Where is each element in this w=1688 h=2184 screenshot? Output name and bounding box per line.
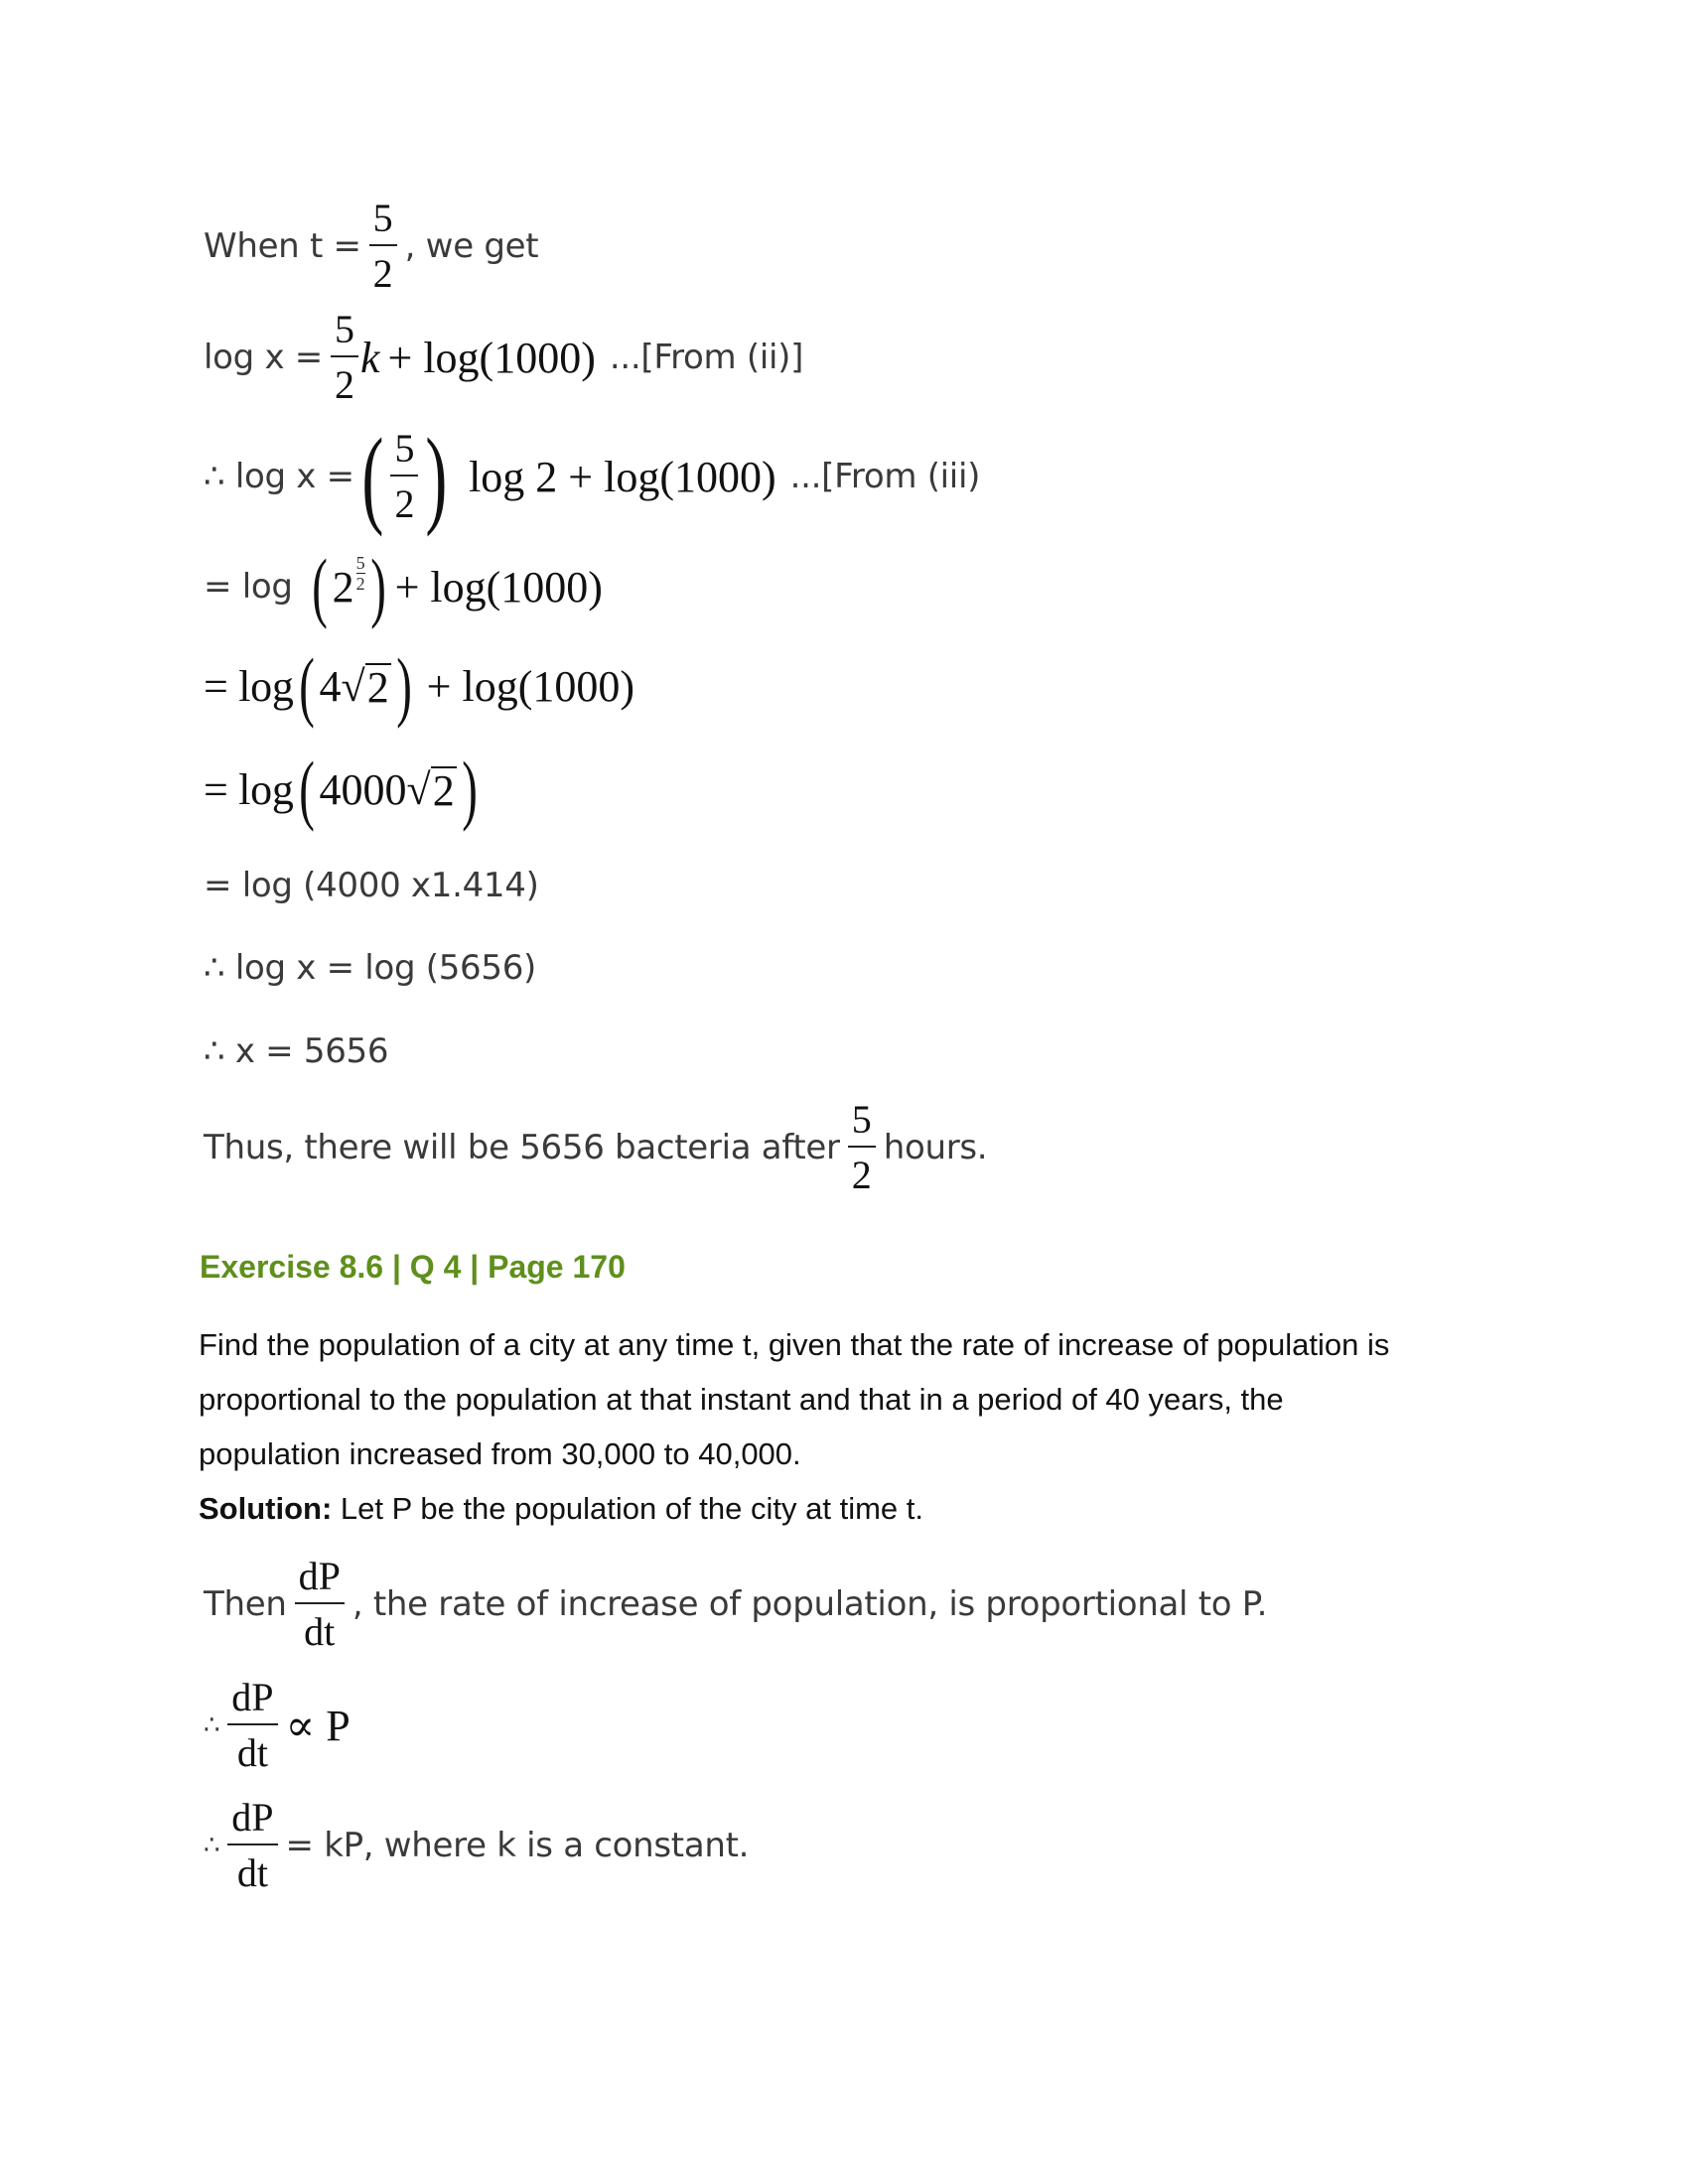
therefore-symbol: ∴	[204, 1831, 220, 1860]
reference-note: ...[From (ii)]	[609, 338, 804, 377]
solution-label: Solution:	[199, 1491, 333, 1526]
text: = log	[204, 567, 293, 607]
equation-line-log-4-root-2: = log ( 4 √ 2 ) + log(1000)	[204, 642, 635, 729]
base: 2	[332, 562, 354, 612]
fraction: $\frac{dP}{dt}$	[295, 1557, 345, 1652]
solution-intro	[199, 1491, 923, 1527]
left-paren: (	[298, 642, 315, 729]
math-expression: + log(1000)	[426, 661, 635, 711]
math-expression: + log(1000)	[387, 333, 596, 382]
conclusion-line	[204, 1097, 988, 1197]
text: hours.	[883, 1128, 988, 1167]
fraction: $\frac{5}{2}$	[331, 310, 358, 405]
radical-icon: √	[341, 661, 365, 711]
left-paren: (	[361, 416, 384, 537]
radical-icon: √	[406, 764, 431, 814]
question-line-2: proportional to the population at that instant and that in a period of 40 years, the	[199, 1382, 1284, 1417]
fraction: $\frac{dP}{dt}$	[227, 1678, 277, 1773]
fraction: $\frac{5}{2}$	[390, 429, 418, 524]
equation-line-x-5656: ∴ x = 5656	[204, 1031, 389, 1071]
fraction: $\frac{5}{2}$	[848, 1100, 876, 1195]
text: = kP, where k is a constant.	[285, 1826, 750, 1865]
left-paren: (	[311, 543, 328, 629]
text: , we get	[404, 226, 539, 266]
right-paren: )	[369, 543, 386, 629]
right-paren: )	[395, 642, 412, 729]
equation-line-log-x-log-5656: ∴ log x = log (5656)	[204, 948, 536, 988]
exercise-heading: Exercise 8.6 | Q 4 | Page 170	[200, 1249, 626, 1285]
solution-text: Let P be the population of the city at time t.	[332, 1491, 923, 1526]
right-paren: )	[425, 416, 448, 537]
square-root: √ 2	[406, 764, 455, 816]
equation-line-log-2-power	[204, 543, 603, 629]
fraction-exponent: 5 2	[355, 552, 365, 594]
equation-line-log-4000-root-2: = log ( 4000 √ 2 )	[204, 746, 478, 832]
right-paren: )	[461, 746, 478, 832]
text: log x =	[204, 338, 323, 377]
question-line-3: population increased from 30,000 to 40,000.	[199, 1436, 801, 1471]
math-expression: ∝ P	[285, 1701, 351, 1750]
left-paren: (	[298, 746, 315, 832]
square-root: √ 2	[341, 661, 389, 713]
question-line-1: Find the population of a city at any time t, given that the rate of increase of population is	[199, 1327, 1390, 1362]
equation-line-kp	[204, 1795, 750, 1895]
text: ∴ log x =	[204, 457, 354, 496]
fraction: $\frac{dP}{dt}$	[227, 1798, 277, 1893]
fraction: $\frac{5}{2}$	[369, 199, 397, 294]
math-expression: log 2 + log(1000)	[469, 452, 776, 501]
reference-note: ...[From (iii)	[789, 457, 981, 496]
equation-line-then-dp-dt	[204, 1554, 1268, 1654]
text: Then	[204, 1584, 287, 1624]
equation-line-log-x-k	[204, 307, 804, 407]
text: Thus, there will be 5656 bacteria after	[204, 1128, 840, 1167]
equation-line-log-4000x1414: = log (4000 x1.414)	[204, 866, 539, 905]
text: = log	[204, 764, 294, 814]
text: = log	[204, 661, 294, 711]
equation-line-proportional	[204, 1675, 351, 1775]
math-expression: + log(1000)	[394, 562, 603, 612]
therefore-symbol: ∴	[204, 1710, 220, 1740]
text: When t =	[204, 226, 361, 266]
equation-line-log-x-log2	[204, 416, 981, 537]
equation-line-when-t	[204, 196, 539, 296]
text: , the rate of increase of population, is proportional to P.	[352, 1584, 1268, 1624]
variable-k: k	[359, 333, 380, 382]
